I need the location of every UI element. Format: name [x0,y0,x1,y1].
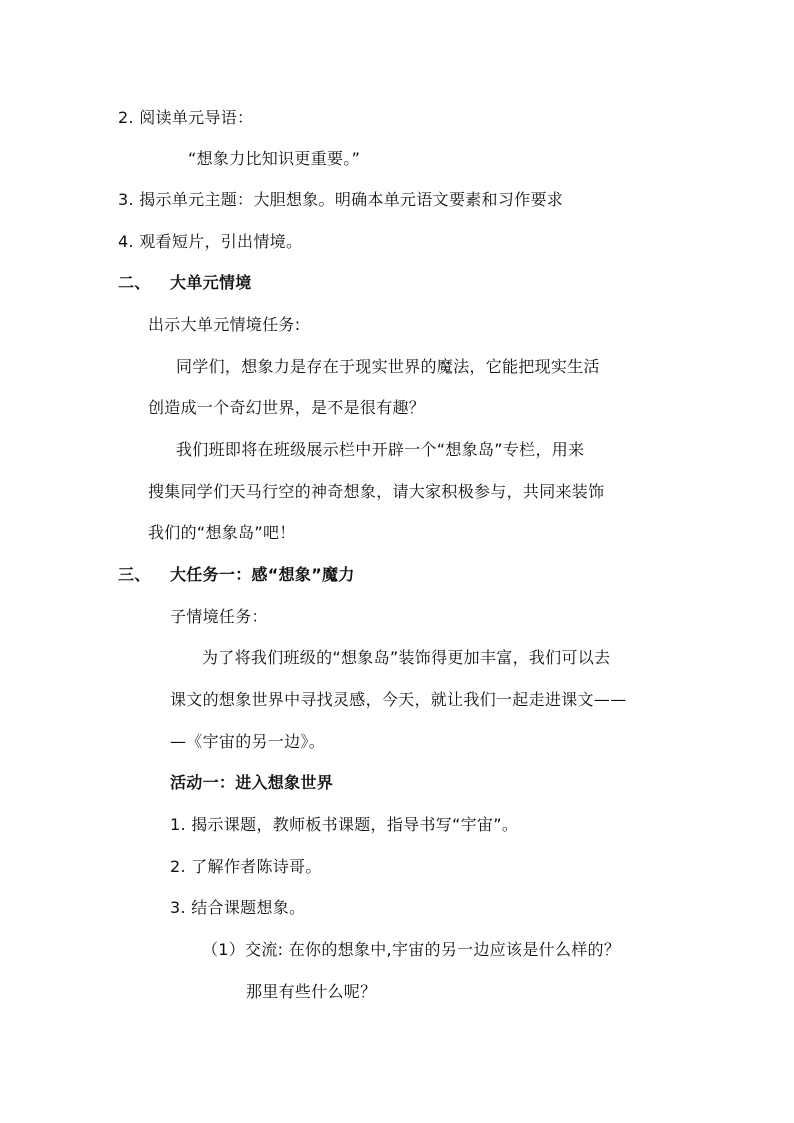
section2-para2-line2: 搜集同学们天马行空的神奇想象，请大家积极参与，共同来装饰 [148,482,605,501]
activity-title: 活动一：进入想象世界 [170,773,334,792]
sub-item-line2: 那里有些什么呢？ [246,982,377,1001]
section3-para-line3: —《宇宙的另一边》。 [170,732,326,751]
section2-number: 二、 [118,273,151,292]
section3-lead: 子情境任务： [170,607,268,626]
quote-line: “想象力比知识更重要。” [188,149,361,168]
section2-title: 大单元情境 [170,273,252,292]
activity-item-1: 1. 揭示课题，教师板书课题，指导书写“宇宙”。 [170,815,519,834]
section3-number: 三、 [118,565,151,584]
activity-item-3: 3. 结合课题想象。 [170,898,306,917]
intro-item-3: 3. 揭示单元主题：大胆想象。明确本单元语文要素和习作要求 [118,190,564,209]
section3-para-line1: 为了将我们班级的“想象岛”装饰得更加丰富，我们可以去 [202,648,611,667]
sub-item-line1: （1）交流: 在你的想象中,宇宙的另一边应该是什么样的？ [202,940,621,959]
section2-para2-line3: 我们的“想象岛”吧！ [148,523,296,542]
section3-title: 大任务一：感“想象”魔力 [170,565,355,584]
intro-item-4: 4. 观看短片，引出情境。 [118,232,303,251]
activity-item-2: 2. 了解作者陈诗哥。 [170,857,322,876]
section2-para1-line2: 创造成一个奇幻世界，是不是很有趣？ [148,398,426,417]
intro-item-2: 2. 阅读单元导语： [118,108,254,127]
section2-para2-line1: 我们班即将在班级展示栏中开辟一个“想象岛”专栏，用来 [176,440,585,459]
section2-lead: 出示大单元情境任务: [148,315,301,334]
section2-para1-line1: 同学们，想象力是存在于现实世界的魔法，它能把现实生活 [176,357,600,376]
section3-para-line2: 课文的想象世界中寻找灵感，今天，就让我们一起走进课文—— [170,690,627,709]
